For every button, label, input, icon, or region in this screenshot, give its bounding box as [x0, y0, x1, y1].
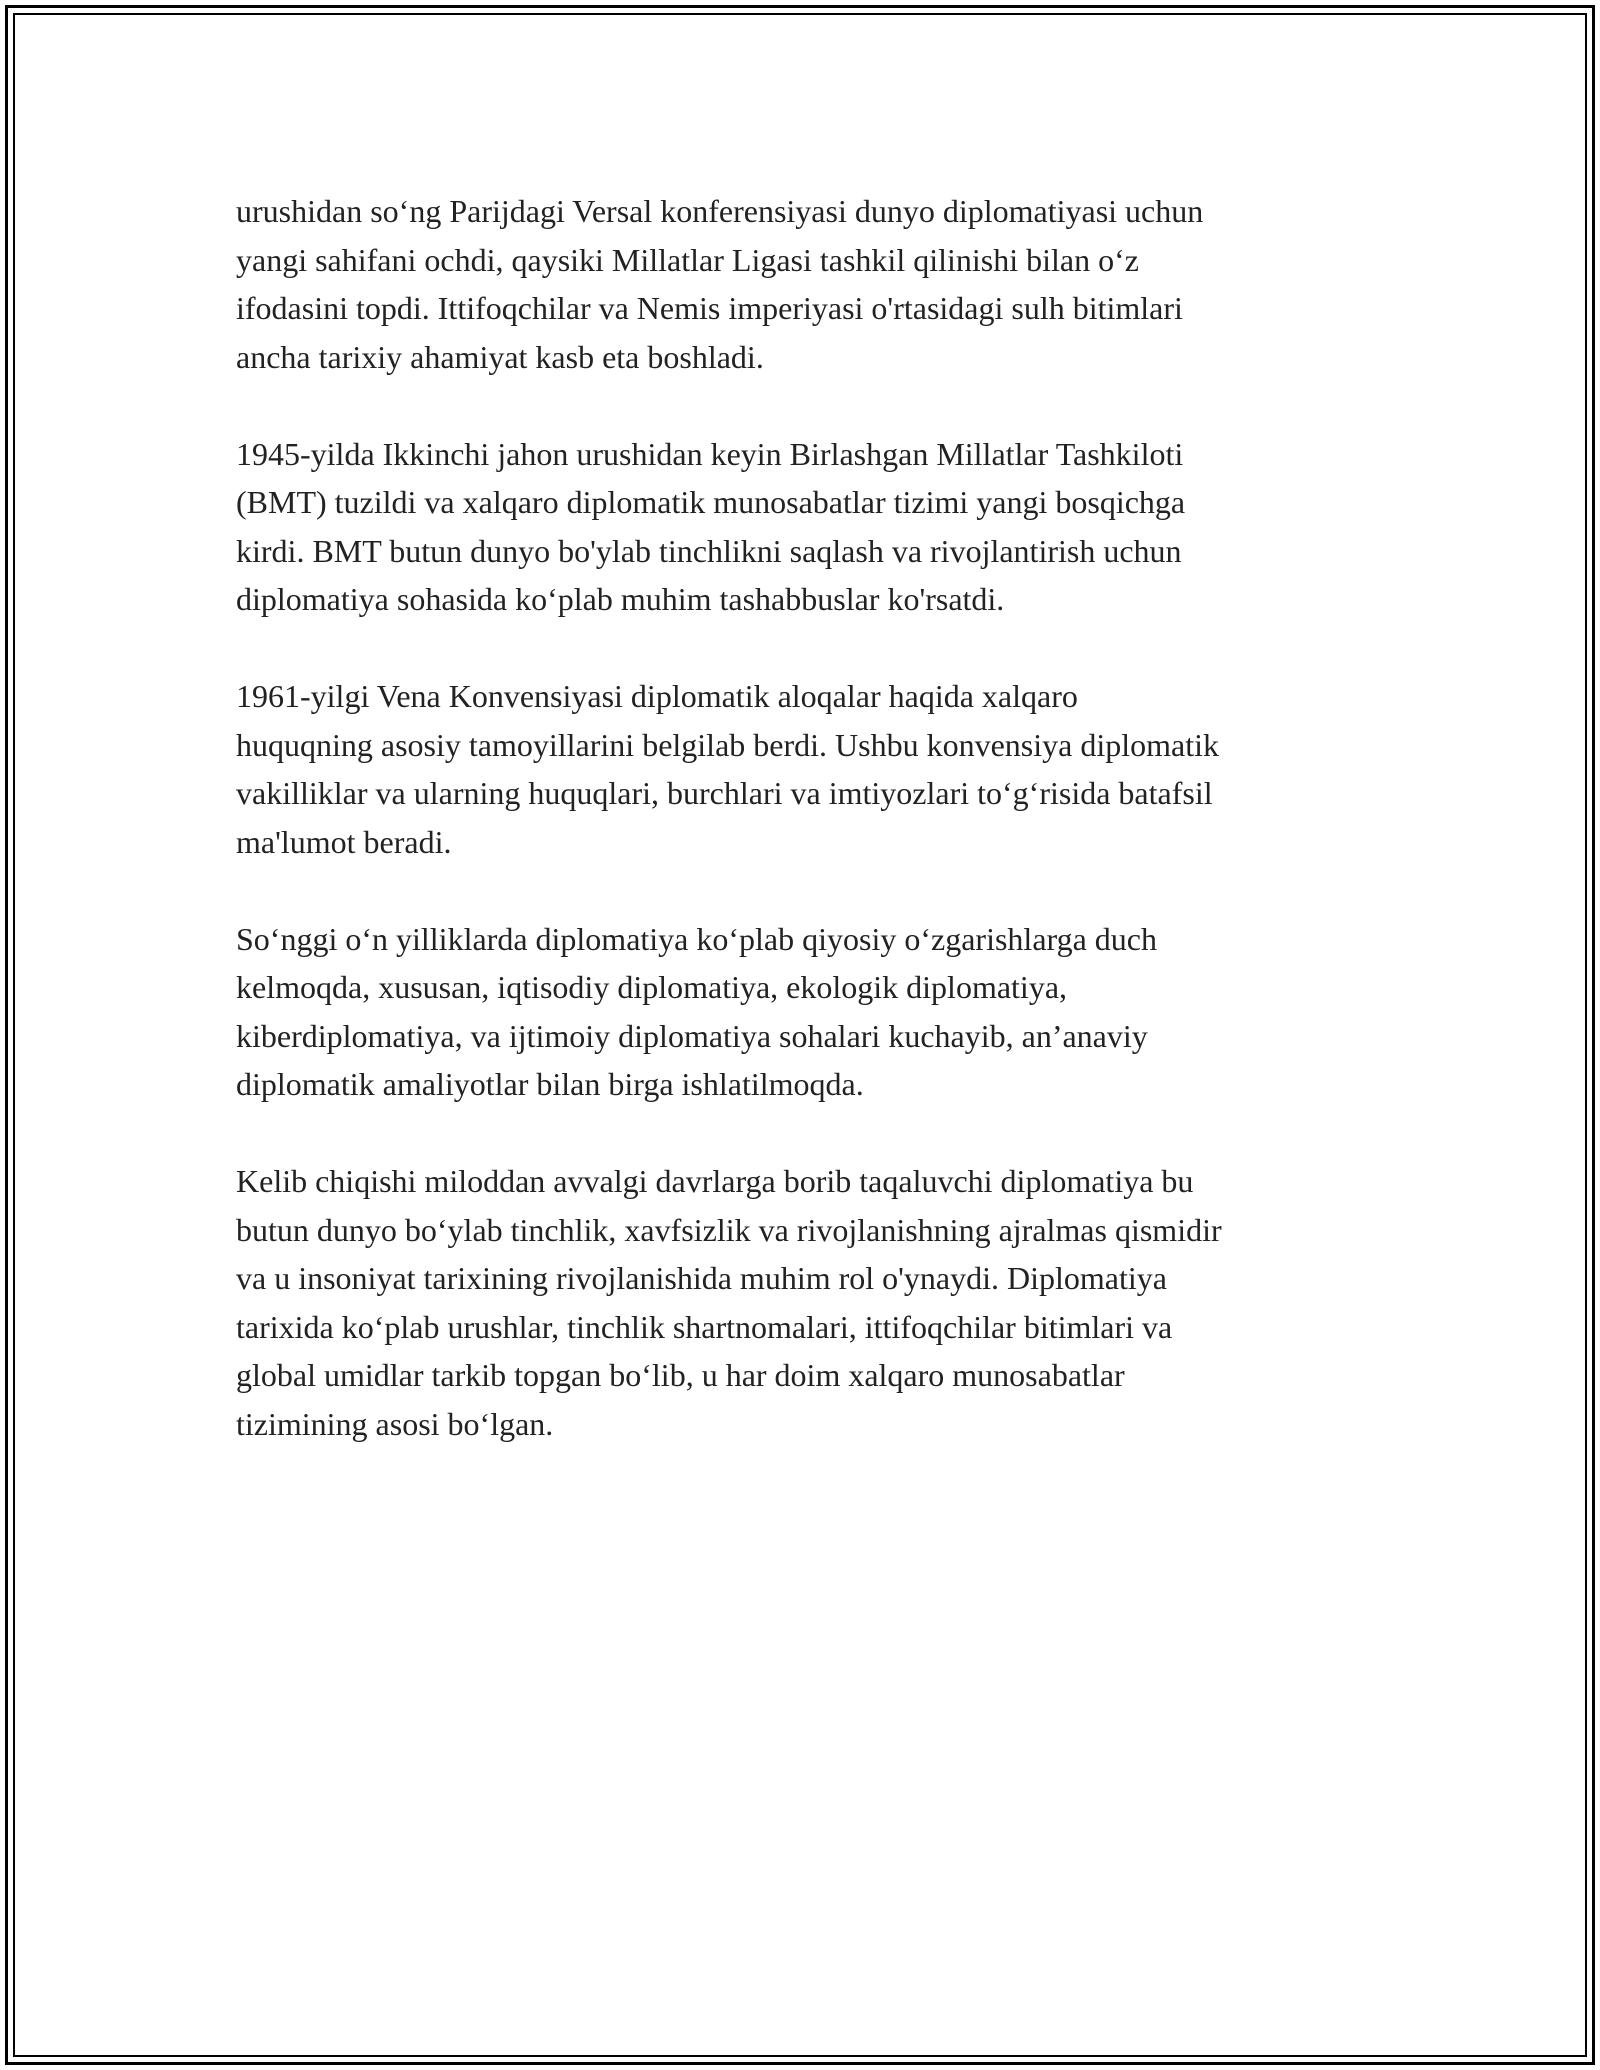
- paragraph-line: diplomatiya sohasida ko‘plab muhim tashabbuslar ko'rsatdi.: [236, 581, 1005, 617]
- paragraph-line: tarixida ko‘plab urushlar, tinchlik shartnomalari, ittifoqchilar bitimlari va: [236, 1308, 1173, 1345]
- paragraph-line: kiberdiplomatiya, va ijtimoiy diplomatiya sohalari kuchayib, an’anaviy: [236, 1017, 1148, 1054]
- paragraph-line: 1945-yilda Ikkinchi jahon urushidan keyin Birlashgan Millatlar Tashkiloti: [236, 435, 1184, 472]
- paragraph-line: ma'lumot beradi.: [236, 823, 452, 860]
- paragraph-3: [236, 672, 1396, 866]
- paragraph-2: [236, 430, 1396, 624]
- paragraph-5: [236, 1157, 1396, 1448]
- paragraph-line: tizimining asosi bo‘lgan.: [236, 1405, 554, 1442]
- paragraph-1: [236, 187, 1396, 381]
- paragraph-line: kirdi. BMT butun dunyo bo'ylab tinchlikni saqlash va rivojlantirish uchun: [236, 532, 1182, 569]
- paragraph-line: ancha tarixiy ahamiyat kasb eta boshladi.: [236, 338, 764, 375]
- paragraph-line: diplomatik amaliyotlar bilan birga ishlatilmoqda.: [236, 1066, 864, 1102]
- paragraph-line: yangi sahifani ochdi, qaysiki Millatlar Ligasi tashkil qilinishi bilan o‘z: [236, 241, 1139, 278]
- paragraph-line: butun dunyo bo‘ylab tinchlik, xavfsizlik va rivojlanishning ajralmas qismidir: [236, 1211, 1222, 1248]
- paragraph-line: (BMT) tuzildi va xalqaro diplomatik munosabatlar tizimi yangi bosqichga: [236, 484, 1186, 520]
- paragraph-line: urushidan so‘ng Parijdagi Versal konferensiyasi dunyo diplomatiyasi uchun: [236, 193, 1204, 229]
- paragraph-line: vakilliklar va ularning huquqlari, burchlari va imtiyozlari to‘g‘risida batafsil: [236, 775, 1213, 811]
- paragraph-line: So‘nggi o‘n yilliklarda diplomatiya ko‘plab qiyosiy o‘zgarishlarga duch: [236, 920, 1157, 957]
- paragraph-line: 1961-yilgi Vena Konvensiyasi diplomatik aloqalar haqida xalqaro: [236, 678, 1078, 714]
- paragraph-line: huquqning asosiy tamoyillarini belgilab berdi. Ushbu konvensiya diplomatik: [236, 726, 1219, 763]
- paragraph-line: Kelib chiqishi miloddan avvalgi davrlarga borib taqaluvchi diplomatiya bu: [236, 1163, 1194, 1199]
- paragraph-line: va u insoniyat tarixining rivojlanishida muhim rol o'ynaydi. Diplomatiya: [236, 1260, 1167, 1296]
- document-body: [236, 187, 1396, 1448]
- paragraph-4: [236, 915, 1396, 1109]
- paragraph-line: kelmoqda, xususan, iqtisodiy diplomatiya, ekologik diplomatiya,: [236, 969, 1068, 1005]
- paragraph-line: ifodasini topdi. Ittifoqchilar va Nemis imperiyasi o'rtasidagi sulh bitimlari: [236, 290, 1183, 326]
- paragraph-line: global umidlar tarkib topgan bo‘lib, u har doim xalqaro munosabatlar: [236, 1357, 1125, 1393]
